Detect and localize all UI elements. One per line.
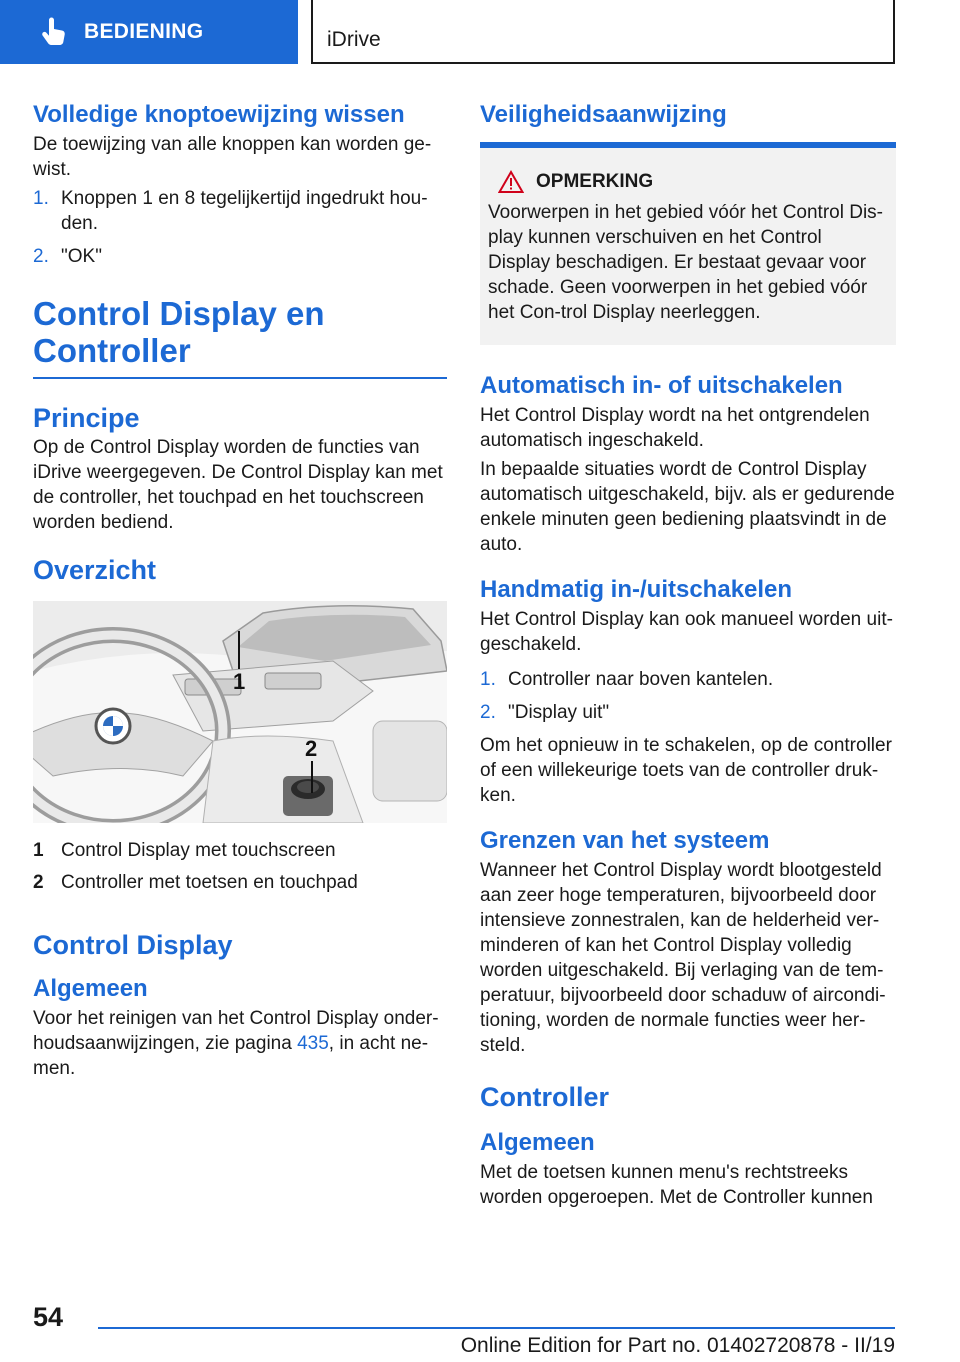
legend-text: Control Display met touchscreen [61,840,336,861]
paragraph-algemeen-controller: Met de toetsen kunnen menu's rechtstreeks worden opgeroepen. Met de Controller kunnen [480,1162,873,1208]
paragraph-handmatig-2: Om het opnieuw in te schakelen, op de controller of een willekeurige toets van de controller druk-ken. [480,735,892,806]
heading-overzicht: Overzicht [33,555,157,585]
paragraph-auto-2: In bepaalde situaties wordt de Control Display automatisch uitgeschakeld, bijv. als er gedurende enkele minuten geen bediening plaatsvindt in de auto. [480,459,895,555]
header-section-tab [0,0,298,64]
header-section-label: BEDIENING [84,20,204,43]
list-item [33,244,447,269]
figure-label: 1 [233,669,246,694]
step-number: 2. [33,246,49,267]
heading-knoptoewijzing-wissen: Volledige knoptoewijzing wissen [33,101,405,128]
warning-box [480,142,896,345]
footer-divider [98,1327,895,1329]
right-column [480,100,896,1214]
heading-principe: Principe [33,403,140,433]
left-column [33,100,447,1085]
step-number: 2. [480,702,496,723]
legend-number: 1 [33,840,44,861]
heading-controller: Controller [480,1082,610,1112]
step-number: 1. [480,669,496,690]
heading-automatisch: Automatisch in- of uitschakelen [480,372,843,399]
paragraph-principe: Op de Control Display worden de functies van iDrive weergegeven. De Control Display kan met de controller, het touchpad en het touchscreen worden bediend. [33,437,443,533]
legend-text: Controller met toetsen en touchpad [61,872,358,893]
warning-title: OPMERKING [536,171,654,192]
list-item [33,838,447,863]
paragraph-handmatig: Het Control Display kan ook manueel worden uit-geschakeld. [480,609,893,655]
heading-algemeen-controller: Algemeen [480,1129,595,1156]
pointing-hand-icon [38,17,68,47]
list-item [480,667,896,692]
heading-control-display: Control Display [33,930,233,960]
step-text: "OK" [61,246,102,267]
warning-text: Voorwerpen in het gebied vóór het Control Dis-play kunnen verschuiven en het Control Display beschadigen. Er bestaat gevaar voor schade. Geen voorwerpen in het gebied vóór het Con-trol Display neerleggen. [488,202,884,323]
list-item [33,870,447,895]
header-chapter-box [311,0,895,64]
warning-triangle-icon [498,170,524,194]
paragraph-grenzen: Wanneer het Control Display wordt blootgesteld aan zeer hoge temperaturen, bijvoorbeeld door intensieve zonnestralen, kan de helderheid ver-minderen of kan het Control Display volledig worden uitgeschakeld. Bij verlaging van de tem-peratuur, bijvoorbeeld door schaduw of aircondi-tioning, worden de normale functies weer her-steld. [480,860,886,1056]
step-text: "Display uit" [508,702,610,723]
cockpit-illustration [33,601,447,823]
heading-grenzen: Grenzen van het systeem [480,827,770,854]
heading-algemeen: Algemeen [33,975,148,1002]
heading-veiligheid: Veiligheidsaanwijzing [480,101,727,128]
list-item [480,700,896,725]
paragraph-algemeen [33,1006,447,1081]
step-number: 1. [33,188,49,209]
list-item [33,186,447,236]
page-number: 54 [33,1302,64,1332]
step-text: Controller naar boven kantelen. [508,669,774,690]
text-span: Voor het reinigen van het Control Display onder-houdsaanwijzingen, zie pagina [33,1008,439,1054]
figure-label: 2 [305,736,318,761]
footer-edition: Online Edition for Part no. 01402720878 - II/19 [460,1334,895,1357]
heading-handmatig: Handmatig in-/uitschakelen [480,576,793,603]
steps-wissen [33,186,447,269]
chapter-heading: Control Display en Controller [33,295,447,379]
header-chapter-label: iDrive [327,28,381,51]
legend-number: 2 [33,872,44,893]
step-text: Knoppen 1 en 8 tegelijkertijd ingedrukt hou-den. [61,188,428,234]
warning-header [488,170,888,194]
figure-legend [33,838,447,895]
paragraph-auto-1: Het Control Display wordt na het ontgrendelen automatisch ingeschakeld. [480,405,870,451]
paragraph-wissen: De toewijzing van alle knoppen kan worden ge-wist. [33,134,432,180]
page-link[interactable]: 435 [297,1033,329,1054]
text-span: , in acht ne-men. [33,1033,429,1079]
steps-handmatig [480,667,896,725]
